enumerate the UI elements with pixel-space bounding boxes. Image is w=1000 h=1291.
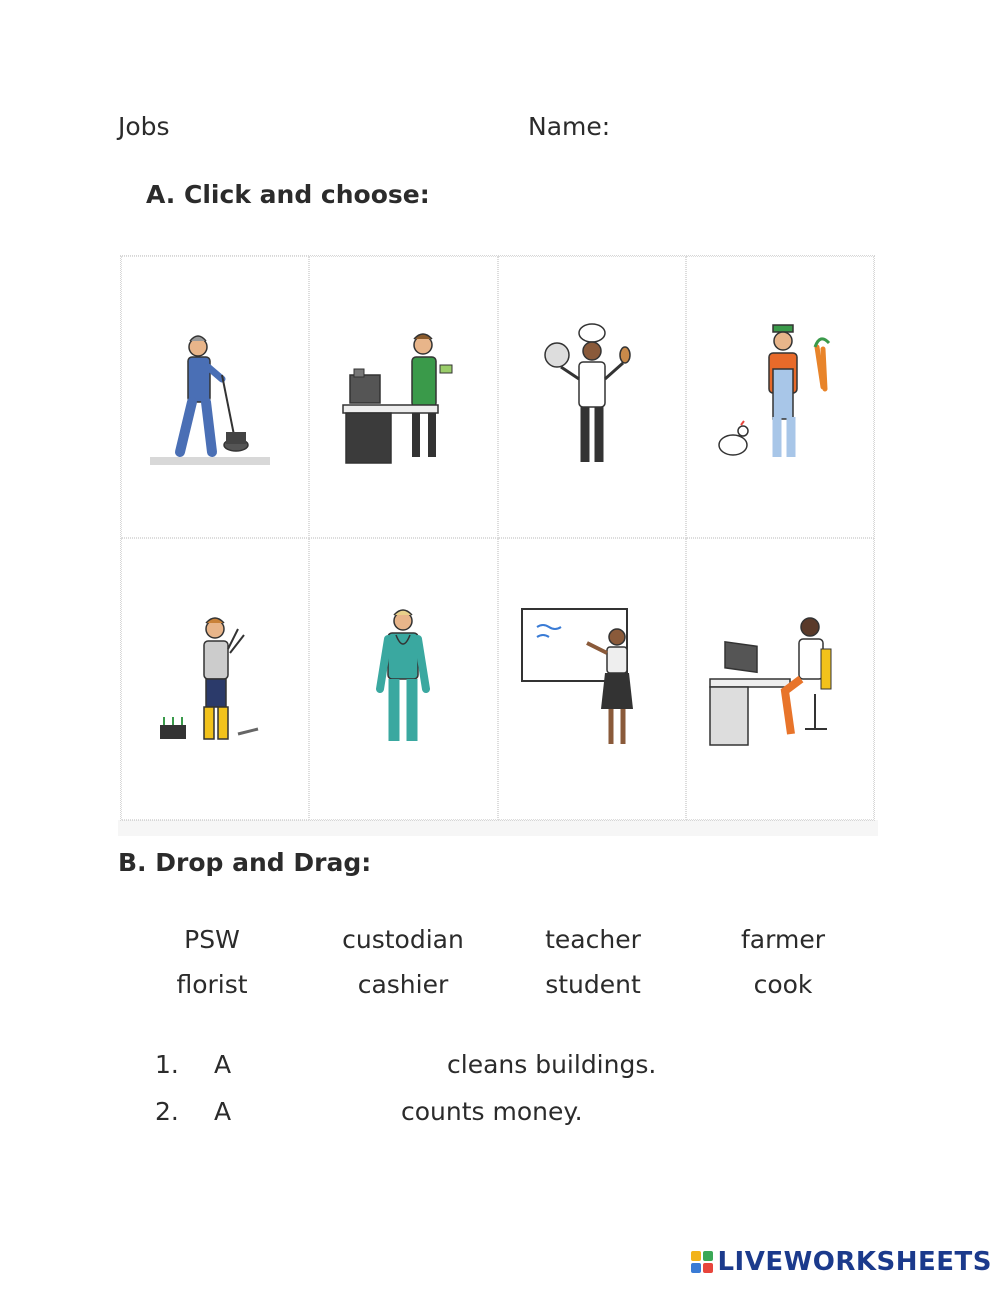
picture-cell-cook[interactable] — [498, 256, 686, 538]
psw-scrubs-icon — [328, 599, 478, 759]
word-florist[interactable]: florist — [176, 970, 248, 999]
word-farmer[interactable]: farmer — [741, 925, 825, 954]
picture-cell-florist[interactable] — [121, 538, 309, 820]
student-computer-icon — [705, 599, 855, 759]
word-student[interactable]: student — [545, 970, 641, 999]
cook-chef-icon — [517, 317, 667, 477]
word-cook[interactable]: cook — [753, 970, 813, 999]
picture-cell-custodian[interactable] — [121, 256, 309, 538]
farmer-carrots-icon — [705, 317, 855, 477]
picture-cell-teacher[interactable] — [498, 538, 686, 820]
sentence-1-drop-blank[interactable] — [245, 1050, 440, 1083]
cashier-register-icon — [328, 317, 478, 477]
liveworksheets-logo — [691, 1247, 992, 1277]
sentence-2-text: counts money. — [401, 1097, 583, 1126]
florist-shears-icon — [140, 599, 290, 759]
picture-cell-cashier[interactable] — [309, 256, 497, 538]
grid-shadow — [118, 820, 878, 836]
picture-cell-student[interactable] — [686, 538, 874, 820]
word-teacher[interactable]: teacher — [545, 925, 641, 954]
picture-grid — [120, 255, 875, 821]
sentence-1-text: cleans buildings. — [447, 1050, 657, 1079]
section-b-heading: B. Drop and Drag: — [118, 848, 372, 877]
picture-cell-farmer[interactable] — [686, 256, 874, 538]
word-psw[interactable]: PSW — [184, 925, 240, 954]
sentence-2-drop-blank[interactable] — [245, 1097, 395, 1130]
sentence-1-article: A — [214, 1050, 232, 1079]
sentence-2-number: 2. — [155, 1097, 179, 1126]
picture-cell-psw[interactable] — [309, 538, 497, 820]
sentence-1-number: 1. — [155, 1050, 179, 1079]
liveworksheets-logo-text: LIVEWORKSHEETS — [717, 1247, 992, 1277]
worksheet-title: Jobs — [118, 112, 170, 141]
sentence-2-article: A — [214, 1097, 232, 1126]
teacher-whiteboard-icon — [517, 599, 667, 759]
word-cashier[interactable]: cashier — [357, 970, 449, 999]
name-label: Name: — [528, 112, 611, 141]
section-a-heading: A. Click and choose: — [146, 180, 430, 209]
word-custodian[interactable]: custodian — [342, 925, 464, 954]
custodian-floor-buffer-icon — [140, 317, 290, 477]
liveworksheets-logo-icon — [691, 1251, 713, 1273]
